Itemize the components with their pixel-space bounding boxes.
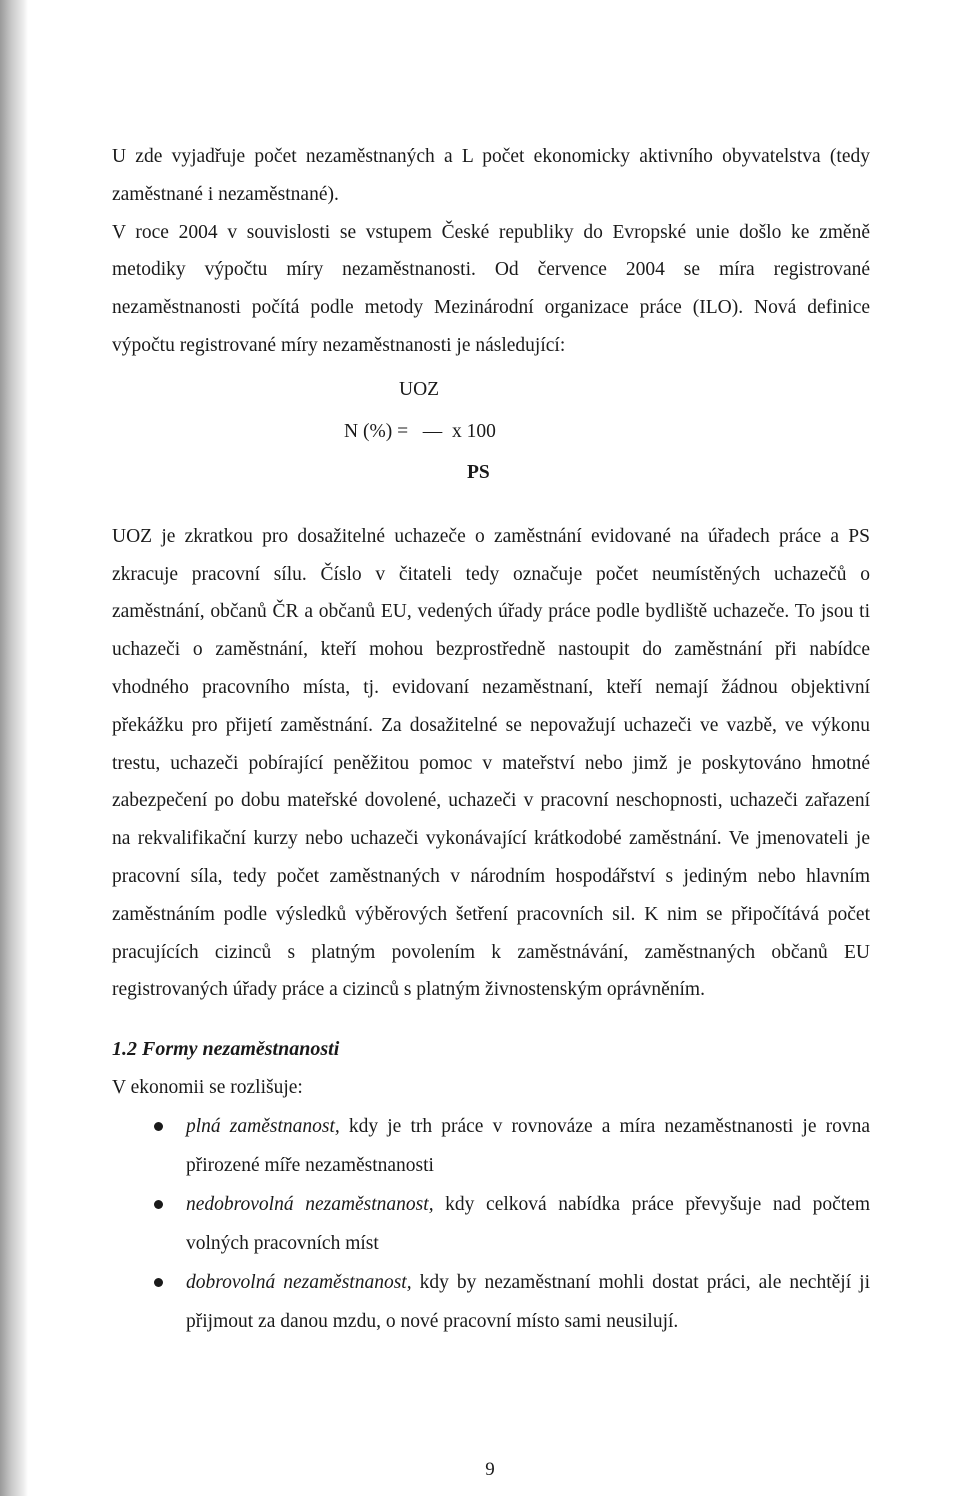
list-item-text: kdy by nezaměstnaní mohli dostat práci, ale nechtějí ji přijmout za danou mzdu, o nové pracovní místo sami neusilují. (186, 1271, 870, 1332)
paragraph-uoz-ps-definition: UOZ je zkratkou pro dosažitelné uchazeče o zaměstnání evidované na úřadech práce a PS zkracuje pracovní sílu. Číslo v čitateli tedy označuje počet neumístěných uchazečů o zaměstnání, občanů ČR a občanů EU, vedených úřady práce podle bydliště uchazeče. To jsou ti uchazeči o zaměstnání, kteří mohou bezprostředně nastoupit do zaměstnání při nabídce vhodného pracovního místa, tj. evidovaní nezaměstnaní, kteří nemají žádnou objektivní překážku pro přijetí zaměstnání. Za dosažitelné se nepovažují uchazeči ve vazbě, ve výkonu trestu, uchazeči pobírající peněžitou pomoc v mateřství nebo jimž je poskytováno hmotné zabezpečení po dobu mateřské dovolené, uchazeči v pracovní neschopnosti, uchazeči zařazení na rekvalifikační kurzy nebo uchazeči vykonávající krátkodobé zaměstnání. Ve jmenovateli je pracovní síla, tedy počet zaměstnaných v národním hospodářství s jediným nebo hlavním zaměstnáním podle výsledků výběrových šetření pracovních sil. K nim se připočítává počet pracujících cizinců s platným povolením k zaměstnávání, zaměstnaných občanů EU registrovaných úřady práce a cizinců s platným živnostenským oprávněním. (112, 525, 870, 1001)
formula-multiplier: x 100 (451, 420, 496, 442)
section-intro: V ekonomii se rozlišuje: (112, 1076, 303, 1098)
formula-fraction-bar: — (422, 420, 443, 442)
formula-left-side (344, 413, 496, 451)
list-item-text: kdy celková nabídka práce převyšuje nad počtem volných pracovních míst (186, 1193, 870, 1254)
formula-lhs-label: N (%) = (344, 420, 409, 442)
bullet-icon (154, 1122, 163, 1131)
list-item-term: plná zaměstnanost, (186, 1115, 340, 1137)
paragraph-methodology-change: V roce 2004 v souvislosti se vstupem České republiky do Evropské unie došlo ke změně metodiky výpočtu míry nezaměstnanosti. Od července 2004 se míra registrované nezaměstnanosti počítá podle metody Mezinárodní organizace práce (ILO). Nová definice výpočtu registrované míry nezaměstnanosti je následující: (112, 221, 870, 356)
section-heading: 1.2 Formy nezaměstnanosti (112, 1038, 340, 1061)
list-item (112, 1107, 870, 1185)
list-item (112, 1185, 870, 1263)
formula-numerator: UOZ (399, 378, 440, 400)
bullet-icon (154, 1278, 163, 1287)
unemployment-rate-formula (112, 365, 870, 515)
paragraph-unemployment-variables: U zde vyjadřuje počet nezaměstnaných a L počet ekonomicky aktivního obyvatelstva (tedy zaměstnané i nezaměstnané). (112, 146, 870, 205)
page-number: 9 (485, 1459, 495, 1480)
formula-denominator: PS (467, 461, 490, 483)
list-item (112, 1263, 870, 1341)
document-page (112, 138, 870, 1341)
unemployment-forms-list (112, 1107, 870, 1341)
scan-shadow-edge (0, 0, 28, 1496)
bullet-icon (154, 1200, 163, 1209)
list-item-text: kdy je trh práce v rovnováze a míra nezaměstnanosti je rovna přirozené míře nezaměstnanosti (186, 1115, 870, 1176)
list-item-term: dobrovolná nezaměstnanost, (186, 1271, 412, 1293)
list-item-term: nedobrovolná nezaměstnanost, (186, 1193, 434, 1215)
